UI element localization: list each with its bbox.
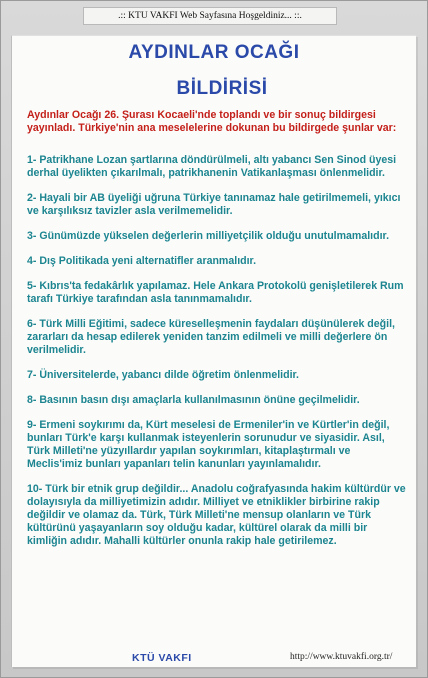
declaration-item-9: 9- Ermeni soykırımı da, Kürt meselesi de Ermeniler'in ve Kürtler'in değil, bunları Türk'e karşı kullanmak isteyenlerin sorunudur ve siyasidir. Asıl, Türk Milleti'ne yüzyıllardır yapılan soykırımları, kitaplaştırmalı ve Meclis'imiz bunları yapanları telin kanunları yayınlamalıdır.: [27, 419, 390, 470]
declaration-item-3: 3- Günümüzde yükselen değerlerin milliyetçilik olduğu unutulmamalıdır.: [27, 230, 390, 242]
declaration-item-2: 2- Hayali bir AB üyeliği uğruna Türkiye tanınamaz hale getirilmemeli, yıkıcı ve karşılıksız tavizler asla verilmemelidir.: [27, 192, 401, 217]
declaration-items: [27, 154, 407, 560]
title-line-2: BİLDİRİSİ: [176, 78, 268, 99]
declaration-item-5: 5- Kıbrıs'ta fedakârlık yapılamaz. Hele Ankara Protokolü genişletilerek Rum tarafı Türkiye tarafından asla tanınmamalıdır.: [27, 280, 404, 305]
title-line-1: AYDINLAR OCAĞI: [128, 42, 300, 63]
declaration-item-10: 10- Türk bir etnik grup değildir... Anadolu coğrafyasında hakim kültürdür ve dolayısıyla da milliyetimizin adıdır. Milliyet ve etniklikler birbirine rakip değildir ve olamaz da. Türk, Türk Milleti'ne mensup olanların ve Türk kültürünü yaşayanların soy olduğu kadar, kültürel olarak da milli bir kimliğin adıdır. Mahalli kültürler onunla rakip hale getirilemez.: [27, 483, 406, 547]
declaration-item-7: 7- Üniversitelerde, yabancı dilde öğretim önlenmelidir.: [27, 369, 299, 381]
declaration-item-4: 4- Dış Politikada yeni alternatifler aranmalıdır.: [27, 255, 257, 267]
intro-paragraph: Aydınlar Ocağı 26. Şurası Kocaeli'nde toplandı ve bir sonuç bildirgesi yayınladı. Türkiye'nin ana meselelerine dokunan bu bildirgede şunlar var:: [27, 109, 397, 134]
declaration-item-1: 1- Patrikhane Lozan şartlarına döndürülmeli, altı yabancı Sen Sinod üyesi derhal üyelikten çıkarılmalı, patrikhanenin Vatikanlaşması önlenmelidir.: [27, 154, 397, 179]
welcome-banner: .:: KTU VAKFI Web Sayfasına Hoşgeldiniz... ::.: [83, 7, 337, 25]
declaration-item-6: 6- Türk Milli Eğitimi, sadece küreselleşmenin faydaları düşünülerek değil, zararları da hesap edilerek yeniden tanzim edilmeli ve milli değerlere ön verilmelidir.: [27, 318, 395, 356]
declaration-item-8: 8- Basının basın dışı amaçlarla kullanılmasının önüne geçilmelidir.: [27, 394, 360, 406]
declaration-sheet: [11, 35, 416, 667]
footer-url: http://www.ktuvakfi.org.tr/: [290, 652, 393, 662]
footer-org-name: KTÜ VAKFI: [132, 652, 192, 664]
